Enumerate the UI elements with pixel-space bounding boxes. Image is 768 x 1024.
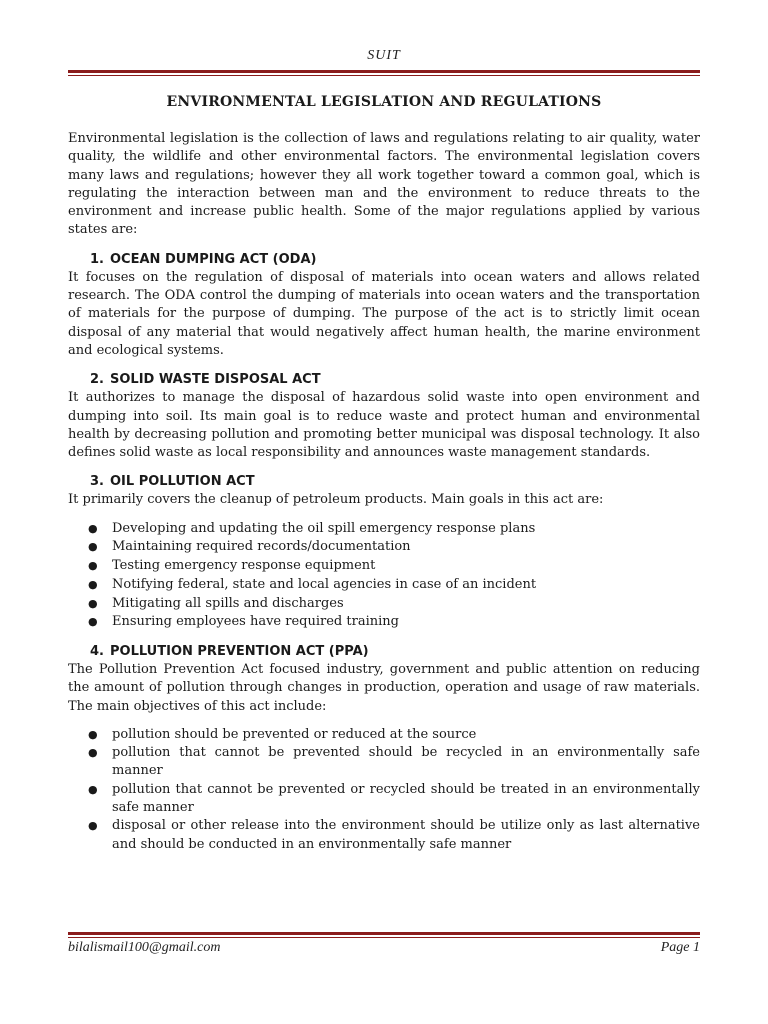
list-item: ● pollution that cannot be prevented should be recycled in an environmentally safe manner xyxy=(68,744,700,781)
section-body: It focuses on the regulation of disposal of materials into ocean waters and allows related research. The ODA control the dumping of materials into ocean waters and the transportation of materials for the purpose of dumping. The purpose of the act is to strictly limit ocean disposal of any material that would negatively affect human health, the marine environment and ecological systems. xyxy=(68,269,700,358)
section-solid-waste xyxy=(68,371,700,462)
page-number: Page 1 xyxy=(660,940,700,955)
bullet-icon: ● xyxy=(88,727,98,741)
list-item: ● pollution that cannot be prevented or recycled should be treated in an environmentally safe manner xyxy=(68,781,700,818)
section-pollution-prevention xyxy=(68,643,700,854)
list-item: ● Mitigating all spills and discharges xyxy=(68,595,700,614)
bullet-icon: ● xyxy=(88,782,98,796)
bullet-icon: ● xyxy=(88,540,98,554)
bullet-icon: ● xyxy=(88,746,98,760)
section-title: OIL POLLUTION ACT xyxy=(110,474,255,490)
bullet-icon: ● xyxy=(88,596,98,610)
section-heading xyxy=(68,251,700,269)
section-heading xyxy=(68,371,700,389)
section-title: OCEAN DUMPING ACT (ODA) xyxy=(110,251,317,267)
section-heading xyxy=(68,643,700,661)
bullet-icon: ● xyxy=(88,559,98,573)
section-number: 4. xyxy=(90,643,104,659)
bullet-icon: ● xyxy=(88,577,98,591)
section-number: 3. xyxy=(90,474,104,490)
section-number: 1. xyxy=(90,251,104,267)
intro-paragraph: Environmental legislation is the collection of laws and regulations relating to air quality, water quality, the wildlife and other environmental factors. The environmental legislation covers many laws and regulations; however they all work together toward a common goal, which is regulating the interaction between man and the environment to reduce threats to the environment and increase public health. Some of the major regulations applied by various states are: xyxy=(68,131,700,238)
list-item: ● Notifying federal, state and local agencies in case of an incident xyxy=(68,576,700,595)
section-ocean-dumping xyxy=(68,251,700,360)
list-item: ● pollution should be prevented or reduced at the source xyxy=(68,726,700,744)
bullet-list xyxy=(68,520,700,632)
section-body: The Pollution Prevention Act focused industry, government and public attention on reducing the amount of pollution through changes in production, operation and usage of raw materials. The main objectives of this act include: xyxy=(68,661,700,714)
list-item: ● disposal or other release into the environment should be utilize only as last alternative and should be conducted in an environmentally safe manner xyxy=(68,817,700,854)
bullet-list xyxy=(68,726,700,854)
section-body: It authorizes to manage the disposal of hazardous solid waste into open environment and dumping into soil. Its main goal is to reduce waste and protect human and environmental health by decreasing pollution and promoting better municipal was disposal technology. It also defines solid waste as local responsibility and announces waste management standards. xyxy=(68,390,700,461)
list-item: ● Developing and updating the oil spill emergency response plans xyxy=(68,520,700,539)
section-title: SOLID WASTE DISPOSAL ACT xyxy=(110,372,321,388)
section-heading xyxy=(68,473,700,491)
page-title: ENVIRONMENTAL LEGISLATION AND REGULATIONS xyxy=(166,94,602,110)
running-header: SUIT xyxy=(367,48,401,63)
section-body: It primarily covers the cleanup of petroleum products. Main goals in this act are: xyxy=(68,492,604,508)
list-item: ● Ensuring employees have required training xyxy=(68,613,700,632)
list-item: ● Maintaining required records/documentation xyxy=(68,538,700,557)
header-rule xyxy=(68,70,700,76)
bullet-icon: ● xyxy=(88,615,98,629)
list-item: ● Testing emergency response equipment xyxy=(68,557,700,576)
footer-email: bilalismail100@gmail.com xyxy=(68,940,221,955)
bullet-icon: ● xyxy=(88,819,98,833)
footer-rule xyxy=(68,932,700,938)
section-oil-pollution xyxy=(68,473,700,632)
section-title: POLLUTION PREVENTION ACT (PPA) xyxy=(110,643,369,659)
section-number: 2. xyxy=(90,372,104,388)
page-content xyxy=(68,94,700,865)
bullet-icon: ● xyxy=(88,521,98,535)
